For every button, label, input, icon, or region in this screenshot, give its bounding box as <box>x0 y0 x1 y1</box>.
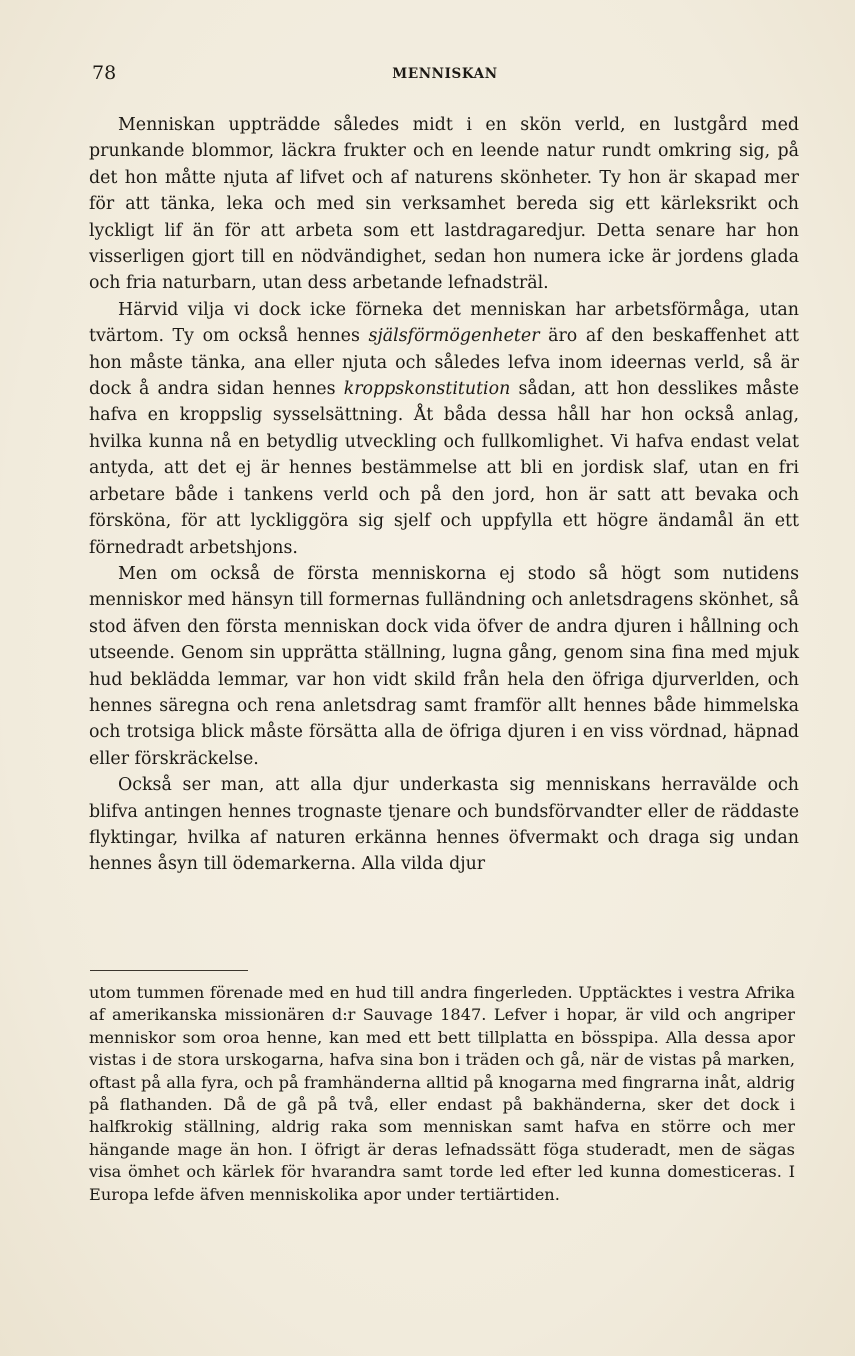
paragraph-2-text-1: Härvid vilja vi dock icke förneka det menniskan har arbetsförmåga, utan tvärtom. Ty om också hennes <box>89 299 799 347</box>
paragraph-3: Men om också de första menniskorna ej stodo så högt som nutidens menniskor med hänsyn till formernas fulländning och anletsdragens skönhet, så stod äfven den första menniskan dock vida öfver de andra djuren i hållning och utseende. Genom sin upprätta ställning, lugna gång, genom sina fina med mjuk hud beklädda lemmar, var hon vidt skild från hela den öfriga djurverlden, och hennes säregna och rena anletsdrag samt framför allt hennes både himmelska och trotsiga blick måste försätta alla de öfriga djuren i en viss vördnad, häpnad eller förskräckelse. <box>89 563 799 769</box>
paragraph-2 <box>89 297 799 561</box>
page-header <box>92 62 798 88</box>
running-title: MENNISKAN <box>392 66 498 82</box>
paragraph-1: Menniskan uppträdde således midt i en skön verld, en lustgård med prunkande blommor, läckra frukter och en leende natur rundt omkring sig, på det hon måtte njuta af lifvet och af naturens skönheter. Ty hon är skapad mer för att tänka, leka och med sin verksamhet bereda sig ett kärleksrikt och lyckligt lif än för att arbeta som ett lastdragaredjur. Detta senare har hon visserligen gjort till en nödvändighet, sedan hon numera icke är jordens glada och fria naturbarn, utan dess arbetande lefnadsträl. <box>89 115 799 294</box>
paragraph-4: Också ser man, att alla djur underkasta sig menniskans herravälde och blifva antingen hennes trognaste tjenare och bundsförvandter eller de räddaste flyktingar, hvilka af naturen erkänna hennes öfvermakt och draga sig undan hennes åsyn till ödemarkerna. Alla vilda djur <box>89 775 799 875</box>
italic-term-soul-faculties: själsförmögenheter <box>368 326 540 347</box>
footnote: utom tummen förenade med en hud till andra fingerleden. Upptäcktes i vestra Afrika af amerikanska missionären d:r Sauvage 1847. Lefver i hopar, är vild och angriper menniskor som oroa henne, kan med ett bett tillplatta en bösspipa. Alla dessa apor vistas i de stora urskogarna, hafva sina bon i träden och gå, när de vistas på marken, oftast på alla fyra, och på framhänderna alltid på knogarna med fingrarna inåt, aldrig på flathanden. Då de gå på två, eller endast på bakhänderna, sker det dock i halfkrokig ställning, aldrig raka som menniskan samt hafva en större och mer hängande mage än hon. I öfrigt är deras lefnadssätt föga studeradt, men de sägas visa ömhet och kärlek för hvarandra samt torde led efter led kunna domesticeras. I Europa lefde äfven menniskolika apor under tertiärtiden. <box>89 983 795 1204</box>
italic-term-body-constitution: kroppskonstitution <box>343 379 511 400</box>
paragraph-2-text-2: äro af den beskaffenhet att hon måste tänka, ana eller njuta och således lefva inom ideernas verld, så är dock å andra sidan hennes <box>89 326 799 400</box>
paragraph-2-text-3: sådan, att hon desslikes måste hafva en kroppslig sysselsättning. Åt båda dessa håll har hon också anlag, hvilka kunna nå en betydlig utveckling och fullkomlighet. Vi hafva endast velat antyda, att det ej är hennes bestämmelse att bli en jordisk slaf, utan en fri arbetare både i tankens verld och på den jord, hon är satt att bevaka och försköna, för att lyckliggöra sig sjelf och uppfylla ett högre ändamål än ett förnedradt arbetshjons. <box>89 379 799 558</box>
page-number: 78 <box>92 62 117 84</box>
body-text <box>89 112 799 878</box>
footnote-separator <box>90 970 248 971</box>
